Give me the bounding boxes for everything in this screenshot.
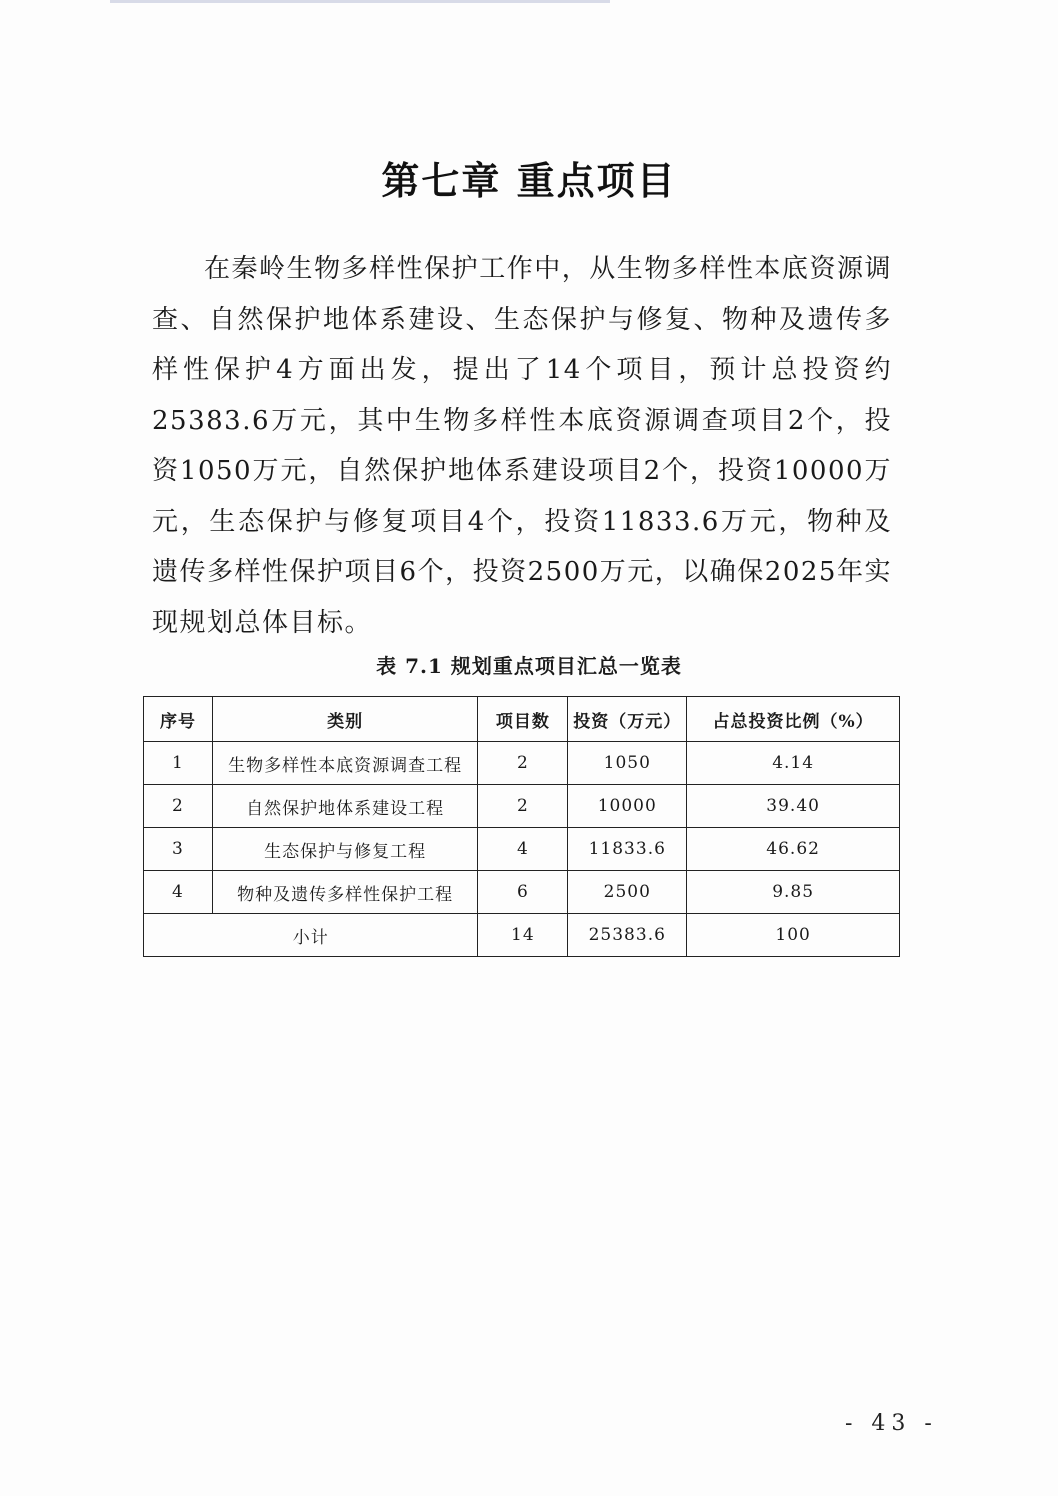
cell-ratio: 4.14 [687,742,900,785]
cell-category: 生物多样性本底资源调查工程 [212,742,478,785]
cell-no: 2 [144,785,213,828]
chapter-title: 第七章 重点项目 [381,159,677,203]
cell-count: 4 [478,828,568,871]
cell-investment: 11833.6 [568,828,687,871]
body-paragraph: 在秦岭生物多样性保护工作中，从生物多样性本底资源调查、自然保护地体系建设、生态保护与修复、物种及遗传多样性保护4方面出发，提出了14个项目，预计总投资约25383.6万元，其中生物多样性本底资源调查项目2个，投资1050万元，自然保护地体系建设项目2个，投资10000万元，生态保护与修复项目4个，投资11833.6万元，物种及遗传多样性保护项目6个，投资2500万元，以确保2025年实现规划总体目标。 [152,254,892,638]
header-no: 序号 [144,697,213,742]
table-row [144,742,900,785]
table-caption: 表 7.1 规划重点项目汇总一览表 [376,654,682,678]
header-investment: 投资（万元） [568,697,687,742]
project-summary-table [143,696,900,957]
cell-count: 6 [478,871,568,914]
cell-category: 自然保护地体系建设工程 [212,785,478,828]
cell-category: 物种及遗传多样性保护工程 [212,871,478,914]
table-row [144,871,900,914]
cell-count: 2 [478,785,568,828]
cell-investment: 10000 [568,785,687,828]
page-number: - 43 - [845,1411,938,1436]
table-row [144,785,900,828]
header-count: 项目数 [478,697,568,742]
cell-subtotal-ratio: 100 [687,914,900,957]
cell-no: 1 [144,742,213,785]
scan-artifact [110,0,610,3]
cell-subtotal-label: 小计 [144,914,478,957]
cell-no: 4 [144,871,213,914]
header-ratio: 占总投资比例（%） [687,697,900,742]
cell-subtotal-count: 14 [478,914,568,957]
cell-investment: 1050 [568,742,687,785]
cell-count: 2 [478,742,568,785]
table-header-row [144,697,900,742]
table-subtotal-row [144,914,900,957]
cell-category: 生态保护与修复工程 [212,828,478,871]
cell-ratio: 39.40 [687,785,900,828]
cell-investment: 2500 [568,871,687,914]
header-category: 类别 [212,697,478,742]
table-row [144,828,900,871]
cell-ratio: 46.62 [687,828,900,871]
cell-subtotal-investment: 25383.6 [568,914,687,957]
cell-ratio: 9.85 [687,871,900,914]
cell-no: 3 [144,828,213,871]
